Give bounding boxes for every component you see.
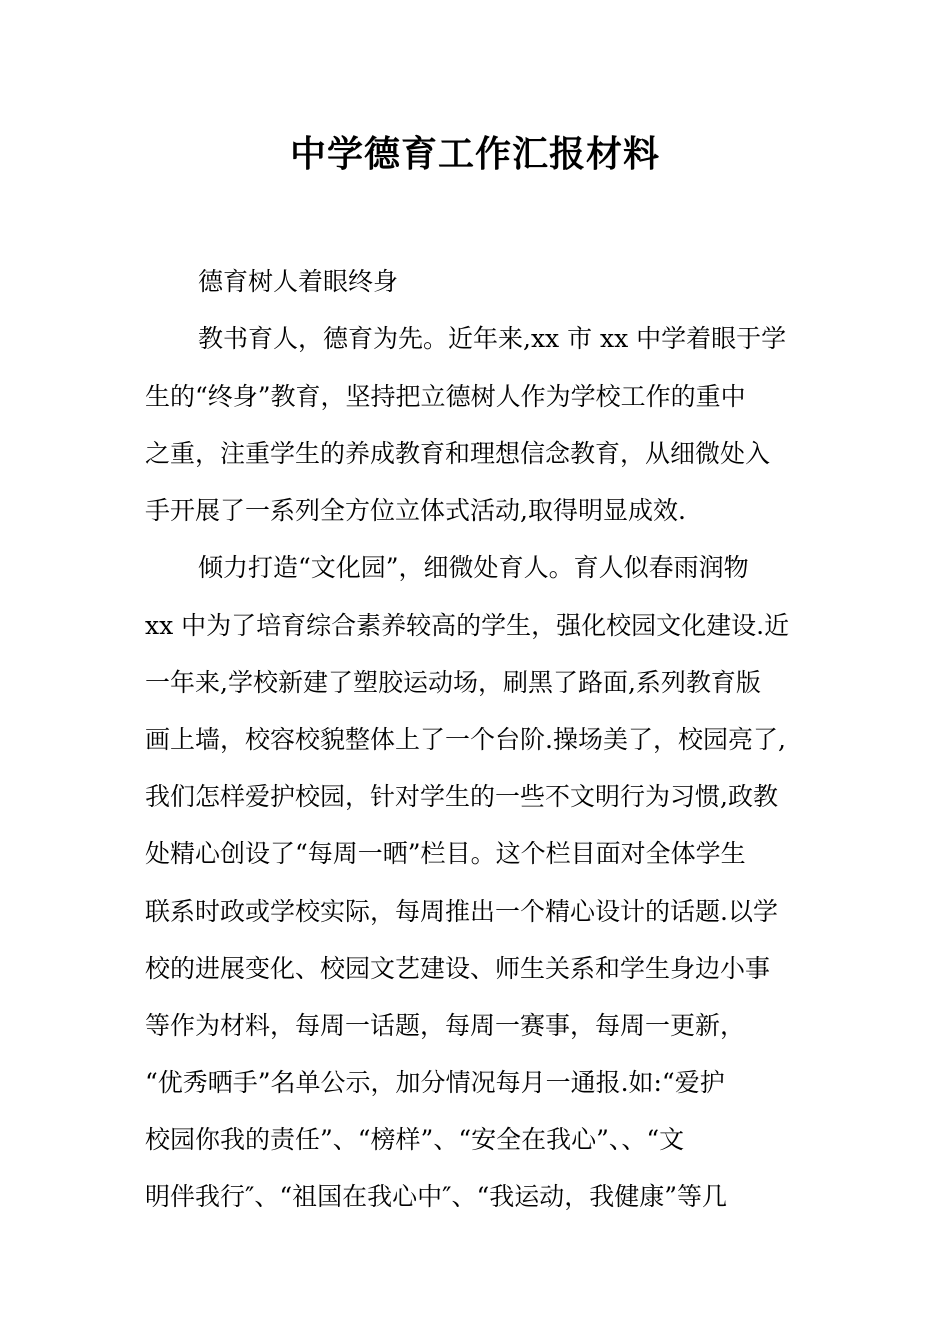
paragraph-line: 之重，注重学生的养成教育和理想信念教育，从细微处入	[145, 439, 771, 468]
paragraph-line: 校园你我的责任”、“榜样”、“安全在我心”、、“文	[145, 1125, 685, 1154]
paragraph-line: 手开展了一系列全方位立体式活动,取得明显成效.	[145, 496, 686, 525]
paragraph-line: 我们怎样爱护校园，针对学生的一些不文明行为习惯,政教	[145, 782, 778, 811]
paragraph-line: 教书育人，德育为先。近年来,xx 市 xx 中学着眼于学	[198, 324, 787, 353]
paragraph-line: 校的进展变化、校园文艺建设、师生关系和学生身边小事	[145, 954, 771, 983]
paragraph-line: xx 中为了培育综合素养较高的学生，强化校园文化建设.近	[145, 611, 790, 640]
paragraph-line: 一年来,学校新建了塑胶运动场，刷黑了路面,系列教育版	[145, 668, 761, 697]
document-title: 中学德育工作汇报材料	[289, 133, 660, 175]
paragraph-line: 生的“终身”教育，坚持把立德树人作为学校工作的重中	[145, 382, 746, 411]
paragraph-line: 明伴我行″、“祖国在我心中″、“我运动，我健康”等几	[145, 1182, 728, 1211]
paragraph-line: 处精心创设了“每周一晒”栏目。这个栏目面对全体学生	[145, 839, 746, 868]
paragraph-line: 联系时政或学校实际，每周推出一个精心设计的话题.以学	[145, 897, 778, 926]
paragraph-line: “优秀晒手”名单公示，加分情况每月一通报.如:“爱护	[145, 1068, 725, 1097]
paragraph-line: 倾力打造“文化园”，细微处育人。育人似春雨润物	[198, 553, 749, 582]
paragraph-line: 等作为材料，每周一话题，每周一赛事，每周一更新，	[145, 1011, 746, 1040]
paragraph-line: 画上墙，校容校貌整体上了一个台阶.操场美了，校园亮了,	[145, 725, 786, 754]
section-heading: 德育树人着眼终身	[198, 267, 399, 296]
